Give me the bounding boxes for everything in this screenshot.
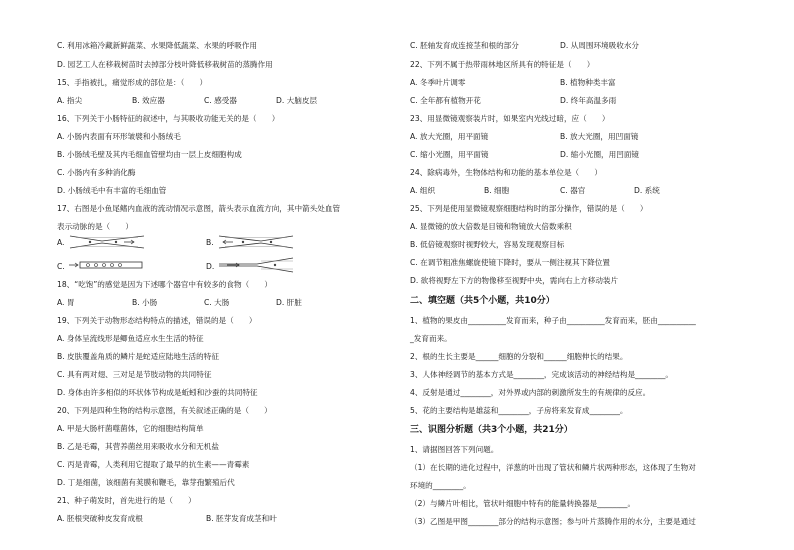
q19-option-b: B. 皮肤覆盖角质的鳞片是蛇适应陆地生活的特征 — [57, 352, 219, 361]
q18-option-c: C. 大肠 — [204, 298, 230, 307]
q24-option-a: A. 组织 — [410, 186, 436, 195]
q19-option-d: D. 身体由许多相似的环状体节构成是蚯蚓和沙蚕的共同特征 — [57, 388, 258, 397]
q16-option-d: D. 小肠绒毛中有丰富的毛细血管 — [57, 186, 167, 195]
q22-option-d: D. 终年高温多雨 — [560, 96, 617, 105]
q16-option-b: B. 小肠绒毛壁及其内毛细血管壁均由一层上皮细胞构成 — [57, 150, 242, 159]
q20-option-d: D. 丁是细菌，该细菌有荚膜和鞭毛，靠芽孢繁殖后代 — [57, 478, 235, 487]
q20-stem: 20、下列是四种生物的结构示意图，有关叙述正确的是（ ） — [57, 406, 272, 415]
q16-stem: 16、下列关于小肠特征的叙述中，与其吸收功能无关的是（ ） — [57, 114, 280, 123]
fill-4: 4、反射是通过________，对外界或内部的刺激所发生的有规律的反应。 — [410, 388, 651, 397]
q25-option-d: D. 欲将视野左下方的物像移至视野中央，需向右上方移动装片 — [410, 276, 619, 285]
q15-stem: 15、手指被扎，痛觉形成的部位是：（ ） — [57, 78, 208, 87]
q24-option-b: B. 细胞 — [484, 186, 510, 195]
q23-option-d: D. 缩小光圈，用凹面镜 — [560, 150, 640, 159]
q14-option-d: D. 园艺工人在移栽树苗时去掉部分枝叶降低移栽树苗的蒸腾作用 — [57, 60, 273, 69]
q17-stem-line2: 表示动脉的是（ ） — [57, 222, 133, 231]
q22-option-a: A. 冬季叶片调零 — [410, 78, 466, 87]
q22-option-b: B. 植物种类丰富 — [560, 78, 616, 87]
q17-vessel-d-diagram — [217, 257, 295, 273]
q24-stem: 24、除病毒外，生物体结构和功能的基本单位是（ ） — [410, 168, 602, 177]
q25-option-a: A. 显微镜的放大倍数是目镜和物镜放大倍数乘积 — [410, 222, 572, 231]
figure-q1-stem: 1、请据图回答下列问题。 — [410, 445, 499, 454]
q17-option-b-label: B. — [206, 238, 214, 247]
q24-option-d: D. 系统 — [634, 186, 660, 195]
q15-option-a: A. 指尖 — [57, 96, 83, 105]
q15-option-b: B. 效应器 — [132, 96, 165, 105]
q21-stem: 21、种子萌发时，首先进行的是（ ） — [57, 496, 196, 505]
q14-option-c: C. 利用冰箱冷藏新鲜蔬菜、水果降低蔬菜、水果的呼吸作用 — [57, 41, 257, 50]
q17-vessel-c-diagram — [68, 259, 144, 271]
q17-stem-line1: 17、右图是小鱼尾鳍内血液的流动情况示意图，箭头表示血流方向，其中箭头处血管 — [57, 204, 341, 213]
q18-stem: 18、“吃饱”的感觉是因为下述哪个器官中有较多的食物（ ） — [57, 280, 272, 289]
q22-option-c: C. 全年都有植物开花 — [410, 96, 481, 105]
fill-3: 3、人体神经调节的基本方式是________，完成该活动的神经结构是________。 — [410, 370, 674, 379]
fill-1-line1: 1、植物的果皮由__________发育而来，种子由__________发育而来，胚由__________ — [410, 316, 696, 325]
fill-1-line2: _发育而来。 — [410, 334, 452, 343]
q15-option-d: D. 大脑皮层 — [276, 96, 318, 105]
q19-option-a: A. 身体呈流线形是鲫鱼适应水生生活的特征 — [57, 334, 204, 343]
fill-5: 5、花的主要结构是雄蕊和________，子房将来发育成________。 — [410, 406, 628, 415]
q19-stem: 19、下列关于动物形态结构特点的描述，错误的是（ ） — [57, 316, 257, 325]
q21-option-d: D. 从周围环境吸收水分 — [560, 41, 640, 50]
q15-option-c: C. 感受器 — [204, 96, 237, 105]
q21-option-b: B. 胚芽发育成茎和叶 — [206, 514, 277, 523]
q17-vessel-a-diagram — [68, 234, 146, 250]
figure-q1-sub2: （2）与鳞片叶相比，管状叶细胞中特有的能量转换器是________。 — [410, 499, 636, 508]
q17-option-a-label: A. — [57, 238, 65, 247]
q25-option-b: B. 低倍镜观察时视野较大，容易发现观察目标 — [410, 240, 565, 249]
section-3-heading: 三、识图分析题（共3个小题，共21分） — [410, 425, 573, 435]
figure-q1-sub1-line1: （1）在长期的进化过程中，洋葱的叶出现了管状和鳞片状两种形态，这体现了生物对 — [410, 463, 696, 472]
fill-2: 2、根的生长主要是______细胞的分裂和______细胞伸长的结果。 — [410, 352, 628, 361]
q23-option-a: A. 放大光圈，用平面镜 — [410, 132, 489, 141]
q24-option-c: C. 器官 — [560, 186, 586, 195]
q25-option-c: C. 在调节粗准焦螺旋使镜下降时，要从一侧注视其下降位置 — [410, 258, 610, 267]
section-2-heading: 二、填空题（共5个小题，共10分） — [410, 296, 555, 306]
q17-option-d-label: D. — [206, 262, 215, 271]
q19-option-c: C. 具有两对翅、三对足是节肢动物的共同特征 — [57, 370, 212, 379]
q17-vessel-b-diagram — [217, 234, 295, 250]
q22-stem: 22、下列不属于热带雨林地区所具有的特征是（ ） — [410, 60, 595, 69]
q18-option-a: A. 胃 — [57, 298, 75, 307]
q18-option-d: D. 肝脏 — [276, 298, 302, 307]
q23-option-b: B. 放大光圈，用凹面镜 — [560, 132, 639, 141]
q23-option-c: C. 缩小光圈，用平面镜 — [410, 150, 489, 159]
q25-stem: 25、下列是使用显微镜观察细胞结构时的部分操作，错误的是（ ） — [410, 204, 648, 213]
figure-q1-sub1-line2: 环境的________。 — [410, 481, 471, 490]
q21-option-a: A. 胚根突破种皮发育成根 — [57, 514, 143, 523]
figure-q1-sub3: （3）乙图是甲图________部分的结构示意图；参与叶片蒸腾作用的水分，主要是通过 — [410, 517, 696, 526]
q20-option-b: B. 乙是毛霉，其营养菌丝用来吸收水分和无机盐 — [57, 442, 219, 451]
q20-option-c: C. 丙是青霉，人类利用它提取了最早的抗生素——青霉素 — [57, 460, 250, 469]
q16-option-a: A. 小肠内表面有环形皱襞和小肠绒毛 — [57, 132, 181, 141]
q23-stem: 23、用显微镜观察装片时，如果室内光线过暗，应（ ） — [410, 114, 610, 123]
q18-option-b: B. 小肠 — [132, 298, 158, 307]
q16-option-c: C. 小肠内有多种消化酶 — [57, 168, 136, 177]
q17-option-c-label: C. — [57, 262, 65, 271]
q20-option-a: A. 甲是大肠杆菌噬菌体，它的细胞结构简单 — [57, 424, 204, 433]
q21-option-c: C. 胚轴发育成连接茎和根的部分 — [410, 41, 519, 50]
